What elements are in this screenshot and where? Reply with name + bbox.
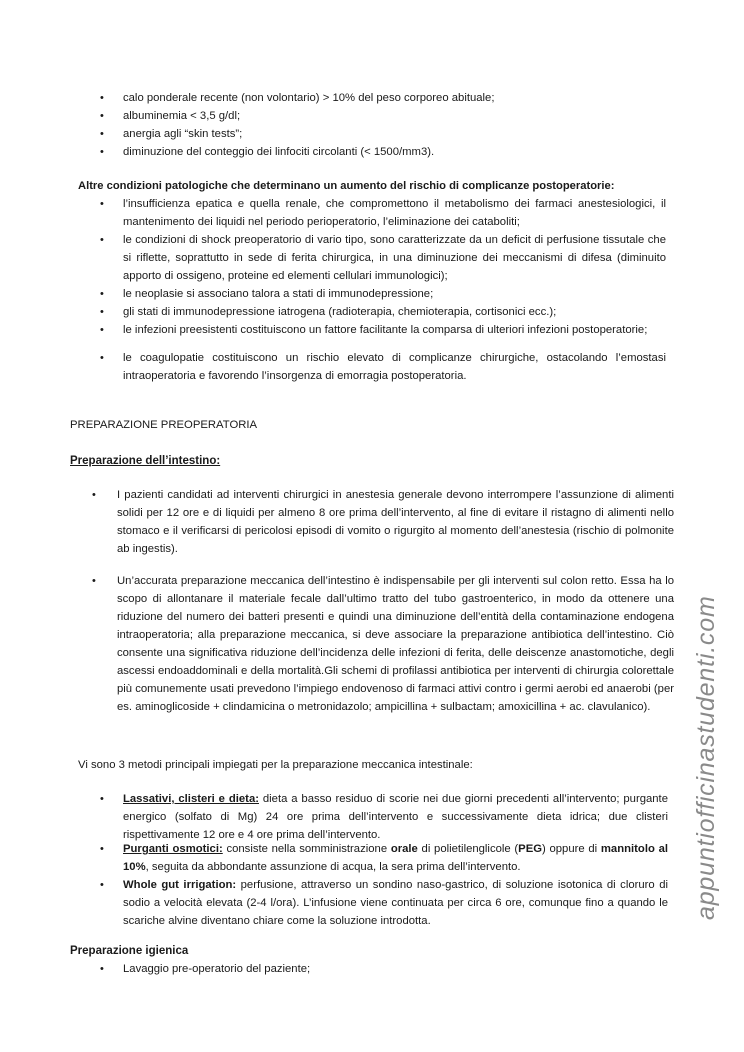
- bullet-icon: •: [100, 324, 104, 336]
- bullet-icon: •: [92, 575, 96, 587]
- bullet-icon: •: [100, 92, 104, 104]
- list-item: • diminuzione del conteggio dei linfociti circolanti (< 1500/mm3).: [100, 143, 660, 161]
- section-title: PREPARAZIONE PREOPERATORIA: [70, 419, 258, 431]
- list-item: • albuminemia < 3,5 g/dl;: [100, 107, 660, 125]
- list-item: • le condizioni di shock preoperatorio di vario tipo, sono caratterizzate da un deficit di perfusione tissutale che si riflette, soprattutto in sede di ferita chirurgica, in una diminuzione dei meccanismi di difesa (diminuito apporto di ossigeno, proteine ed elementi cellulari immunologici);: [100, 231, 666, 285]
- method-label: Lassativi, clisteri e dieta:: [123, 793, 259, 805]
- list-item: • l’insufficienza epatica e quella renale, che compromettono il metabolismo dei farmaci anestesiologici, il mantenimento dei liquidi nel periodo perioperatorio, l’eliminazione dei cataboliti;: [100, 195, 666, 231]
- bullet-icon: •: [100, 198, 104, 210]
- list-item: • anergia agli “skin tests”;: [100, 125, 660, 143]
- bullet-icon: •: [100, 793, 104, 805]
- bullet-icon: •: [100, 110, 104, 122]
- list-item: • le neoplasie si associano talora a stati di immunodepressione;: [100, 285, 666, 303]
- list-item: • le infezioni preesistenti costituiscono un fattore facilitante la comparsa di ulteriori infezioni postoperatorie;: [100, 321, 666, 339]
- list-item: • I pazienti candidati ad interventi chirurgici in anestesia generale devono interrompere l’assunzione di alimenti solidi per 12 ore e di liquidi per almeno 8 ore prima dell’intervento, al fine di evitare il ristagno di alimenti nello stomaco e il verificarsi di pericolosi episodi di vomito o rigurgito al momento dell’anestesia (rischio di polmonite ab ingestis).: [92, 486, 674, 558]
- list-item: • Whole gut irrigation: perfusione, attraverso un sondino naso-gastrico, di soluzione isotonica di cloruro di sodio a velocità elevata (2-4 l/ora). L’infusione viene continuata per circa 6 ore, comunque fino a quando le scariche alvine diventano chiare come la soluzione introdotta.: [100, 876, 668, 930]
- watermark: appuntiofficinastudenti.com: [692, 595, 720, 920]
- bullet-icon: •: [100, 146, 104, 158]
- bullet-icon: •: [100, 352, 104, 364]
- list-item: • gli stati di immunodepressione iatrogena (radioterapia, chemioterapia, cortisonici ecc.);: [100, 303, 666, 321]
- list-item: • Lavaggio pre-operatorio del paziente;: [100, 960, 660, 978]
- list-item: • Lassativi, clisteri e dieta: dieta a basso residuo di scorie nei due giorni precedenti all’intervento; purgante energico (solfato di Mg) 24 ore prima dell’intervento e successivamente dieta idrica; due clisteri rispettivamente 12 ore e 4 ore prima dell’intervento.: [100, 790, 668, 844]
- subsection-heading: Preparazione dell’intestino:: [70, 455, 221, 467]
- bullet-icon: •: [100, 234, 104, 246]
- paragraph: Vi sono 3 metodi principali impiegati per la preparazione meccanica intestinale:: [78, 759, 473, 771]
- list-item: • le coagulopatie costituiscono un rischio elevato di complicanze chirurgiche, ostacolando l’emostasi intraoperatoria e favorendo l’insorgenza di emorragia postoperatoria.: [100, 349, 666, 385]
- bullet-icon: •: [100, 963, 104, 975]
- list-item: • Un’accurata preparazione meccanica dell’intestino è indispensabile per gli interventi sul colon retto. Essa ha lo scopo di allontanare il materiale fecale dall’ultimo tratto del tubo gastroenterico, in modo da ottenere una riduzione del numero dei batteri presenti e quindi una diminuzione dell’entità della contaminazione endogena intraoperatoria; alla preparazione meccanica, si deve associare la preparazione antibiotica dell’intestino. Ciò consente una significativa riduzione dell’incidenza delle infezioni di ferita, delle deiscenze anastomotiche, degli ascessi endoaddominali e della mortalità.Gli schemi di profilassi antibiotica per interventi di chirurgia colorettale più comunemente usati prevedono l’impiego endovenoso di farmaci attivi contro i germi aerobi ed anaerobi (per es. aminoglicoside + clindamicina o metronidazolo; ampicillina + sulbactam; amoxicillina + ac. clavulanico).: [92, 572, 674, 716]
- bullet-icon: •: [100, 306, 104, 318]
- bullet-icon: •: [100, 288, 104, 300]
- section-heading: Altre condizioni patologiche che determinano un aumento del rischio di complicanze postoperatorie:: [78, 180, 615, 192]
- bullet-icon: •: [100, 128, 104, 140]
- bullet-icon: •: [100, 843, 104, 855]
- list-item: • calo ponderale recente (non volontario) > 10% del peso corporeo abituale;: [100, 89, 660, 107]
- method-label: Purganti osmotici:: [123, 843, 223, 855]
- bullet-icon: •: [100, 879, 104, 891]
- method-label: Whole gut irrigation:: [123, 879, 237, 891]
- bullet-icon: •: [92, 489, 96, 501]
- subsection-heading: Preparazione igienica: [70, 945, 189, 957]
- list-item: • Purganti osmotici: consiste nella somministrazione orale di polietilenglicole (PEG) oppure di mannitolo al 10%, seguita da abbondante assunzione di acqua, la sera prima dell’intervento.: [100, 840, 668, 876]
